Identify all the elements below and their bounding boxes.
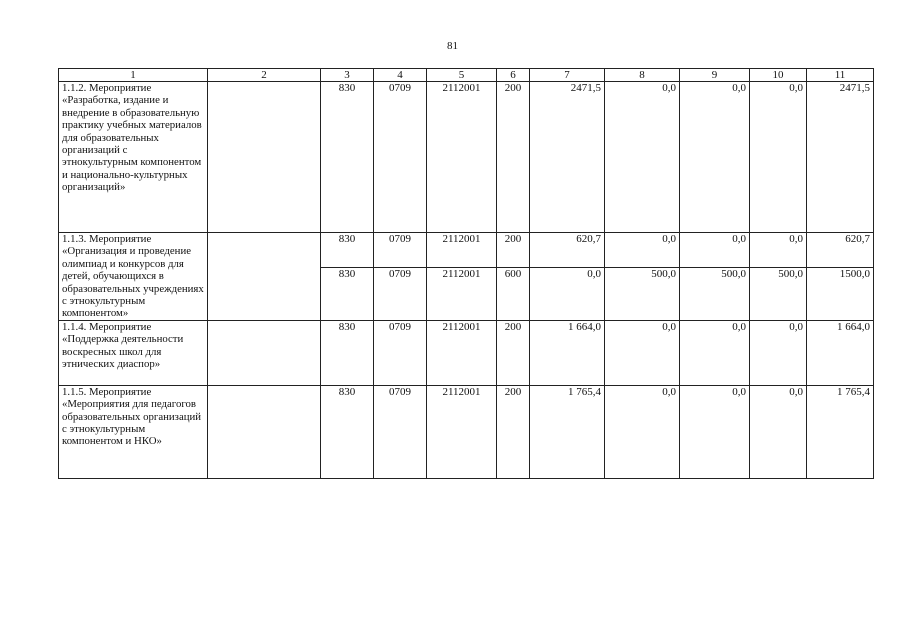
cell-c3: 830 [321,82,374,233]
cell-c11: 2471,5 [807,82,874,233]
column-header: 7 [530,69,605,82]
column-header: 6 [497,69,530,82]
cell-c10: 0,0 [750,320,807,385]
cell-c7: 0,0 [530,268,605,321]
column-header: 10 [750,69,807,82]
column-header: 9 [680,69,750,82]
cell-c10: 0,0 [750,385,807,478]
page-number: 81 [447,40,458,52]
cell-c4: 0709 [374,320,427,385]
cell-c9: 500,0 [680,268,750,321]
cell-c6: 200 [497,82,530,233]
cell-c4: 0709 [374,268,427,321]
cell-c4: 0709 [374,385,427,478]
cell-c3: 830 [321,385,374,478]
cell-c6: 200 [497,233,530,268]
cell-c10: 0,0 [750,233,807,268]
cell-c7: 620,7 [530,233,605,268]
cell-c9: 0,0 [680,233,750,268]
cell-c11: 1500,0 [807,268,874,321]
empty-cell [208,233,321,321]
cell-c8: 500,0 [605,268,680,321]
cell-c9: 0,0 [680,82,750,233]
cell-c7: 1 664,0 [530,320,605,385]
cell-c8: 0,0 [605,82,680,233]
activity-name: 1.1.5. Мероприятие «Мероприятия для педагогов образовательных организаций с этнокультурным компонентом и НКО» [59,385,208,478]
cell-c8: 0,0 [605,385,680,478]
table-row [59,320,874,385]
column-header: 8 [605,69,680,82]
cell-c8: 0,0 [605,320,680,385]
cell-c11: 1 664,0 [807,320,874,385]
cell-c5: 2112001 [427,268,497,321]
cell-c9: 0,0 [680,320,750,385]
empty-cell [208,385,321,478]
cell-c11: 620,7 [807,233,874,268]
column-header: 5 [427,69,497,82]
activity-name: 1.1.3. Мероприятие «Организация и проведение олимпиад и конкурсов для детей, обучающихся в образовательных учреждениях с этнокультурным компонентом» [59,233,208,321]
empty-cell [208,82,321,233]
table-row [59,233,874,268]
cell-c3: 830 [321,320,374,385]
table-row [59,385,874,478]
cell-c8: 0,0 [605,233,680,268]
cell-c4: 0709 [374,82,427,233]
header-row [59,69,874,82]
budget-table [58,68,874,479]
cell-c10: 0,0 [750,82,807,233]
activity-name: 1.1.4. Мероприятие «Поддержка деятельности воскресных школ для этнических диаспор» [59,320,208,385]
cell-c5: 2112001 [427,385,497,478]
cell-c6: 200 [497,385,530,478]
cell-c6: 200 [497,320,530,385]
cell-c6: 600 [497,268,530,321]
cell-c10: 500,0 [750,268,807,321]
cell-c3: 830 [321,233,374,268]
empty-cell [208,320,321,385]
cell-c3: 830 [321,268,374,321]
column-header: 1 [59,69,208,82]
cell-c9: 0,0 [680,385,750,478]
activity-name: 1.1.2. Мероприятие «Разработка, издание и внедрение в образовательную практику учебных материалов для образовательных организаций с этнокультурным компонентом и национально-культурных организаций» [59,82,208,233]
cell-c5: 2112001 [427,82,497,233]
column-header: 11 [807,69,874,82]
cell-c7: 1 765,4 [530,385,605,478]
cell-c11: 1 765,4 [807,385,874,478]
cell-c4: 0709 [374,233,427,268]
column-header: 4 [374,69,427,82]
cell-c5: 2112001 [427,233,497,268]
column-header: 2 [208,69,321,82]
cell-c7: 2471,5 [530,82,605,233]
column-header: 3 [321,69,374,82]
cell-c5: 2112001 [427,320,497,385]
table-row [59,82,874,233]
